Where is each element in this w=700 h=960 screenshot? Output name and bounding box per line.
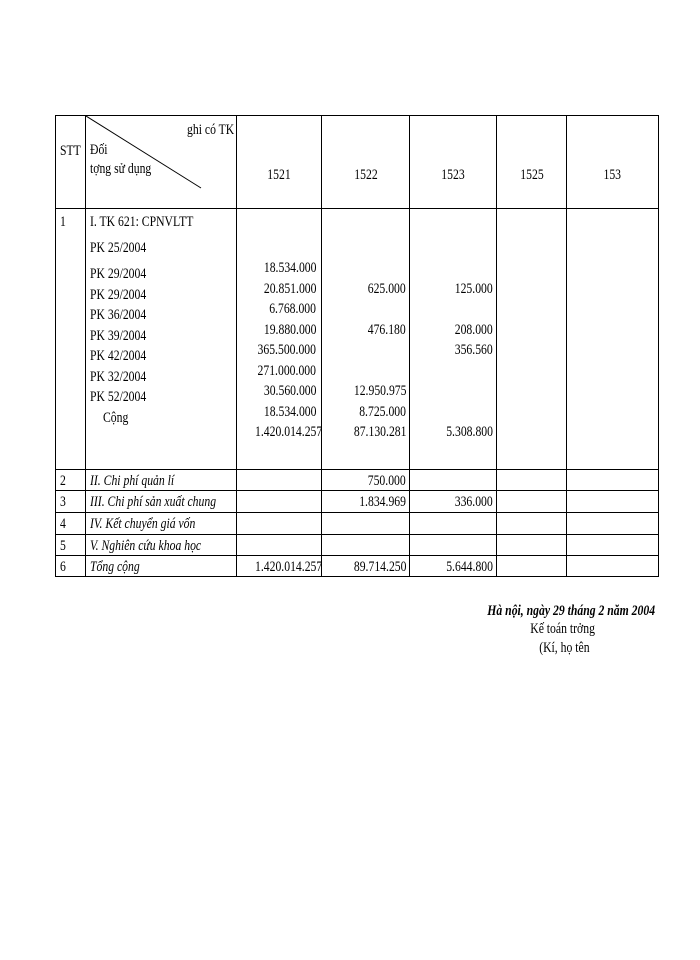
header-diag-bottom-1: Đối	[90, 142, 108, 158]
header-stt: STT	[60, 143, 81, 159]
header-account-153: 153	[603, 167, 622, 183]
cell-value	[409, 299, 493, 320]
cell-value	[321, 299, 406, 320]
cell-value: 8.725.000	[359, 403, 406, 420]
cell-value: 365.500.000	[257, 342, 316, 358]
col-divider	[496, 115, 497, 577]
voucher-item: PK 32/2004	[90, 368, 147, 385]
cell-value: 20.851.000	[263, 280, 316, 297]
col-1521-values	[236, 258, 323, 443]
voucher-item: PK 39/2004	[90, 327, 147, 344]
cell-value: 30.560.000	[263, 383, 316, 399]
cell-value: 6.768.000	[269, 301, 316, 317]
cell-value: 271.000.000	[257, 362, 316, 379]
signature-date: Hà nội, ngày 29 tháng 2 năm 2004	[487, 603, 656, 619]
col-1522-values	[321, 258, 406, 443]
voucher-item: PK 36/2004	[90, 307, 147, 323]
row-stt: 6	[60, 559, 66, 575]
section1-title: I. TK 621: CPNVLTT	[90, 214, 194, 230]
summary-table	[55, 115, 659, 577]
header-account-1522: 1522	[353, 167, 378, 183]
row-label: V. Nghiên cứu khoa học	[90, 538, 202, 554]
row-label-total: Tổng cộng	[90, 559, 140, 575]
section1-stt: 1	[60, 214, 66, 230]
row-label: II. Chi phí quản lí	[90, 473, 175, 489]
voucher-item: PK 42/2004	[90, 348, 147, 364]
header-divider	[55, 208, 659, 209]
signature-note: (Kí, họ tên	[539, 640, 590, 656]
cell-value: 18.534.000	[263, 403, 316, 420]
voucher-item: PK 29/2004	[90, 266, 147, 282]
cell-value	[409, 361, 493, 382]
cell-value: 476.180	[367, 321, 406, 338]
cell-value	[409, 258, 493, 279]
table-border-right	[658, 115, 659, 577]
cell-value: 18.534.000	[263, 260, 316, 276]
row-divider	[55, 534, 659, 535]
cell-value-total: 1.420.014.257	[254, 424, 323, 440]
row-divider	[55, 512, 659, 513]
voucher-item-total: Cộng	[103, 409, 129, 426]
cell-value-total: 87.130.281	[353, 424, 406, 440]
row-stt: 5	[60, 538, 66, 554]
row-divider	[55, 555, 659, 556]
section1-first-voucher: PK 25/2004	[90, 240, 147, 256]
row-value-1521	[236, 472, 316, 490]
row-stt: 4	[60, 516, 66, 532]
cell-value: 356.560	[454, 342, 493, 358]
row-divider	[55, 469, 659, 470]
signature-title: Kế toán trởng	[530, 621, 595, 637]
voucher-list	[90, 264, 162, 428]
row-value-1522: 1.834.969	[359, 494, 406, 510]
row-total-1523: 5.644.800	[446, 559, 493, 575]
voucher-item: PK 29/2004	[90, 286, 147, 303]
cell-value	[321, 340, 406, 361]
cell-value: 208.000	[454, 321, 493, 338]
header-diag-top: ghi có TK	[187, 122, 235, 138]
header-account-1523: 1523	[441, 167, 465, 183]
row-value-1521	[236, 493, 316, 511]
header-account-1521: 1521	[267, 167, 291, 183]
row-total-1522: 89.714.250	[353, 559, 406, 575]
cell-value: 625.000	[367, 280, 406, 297]
cell-value	[409, 381, 493, 402]
cell-value	[321, 361, 406, 382]
table-border-left	[55, 115, 56, 577]
row-value-1522: 750.000	[367, 473, 406, 489]
col-divider	[566, 115, 567, 577]
row-divider	[55, 490, 659, 491]
row-label: III. Chi phí sản xuất chung	[90, 494, 217, 510]
row-stt: 3	[60, 494, 66, 510]
cell-value-total: 5.308.800	[446, 424, 493, 440]
row-value-1523	[409, 472, 493, 490]
col-1523-values	[409, 258, 493, 443]
header-account-1525: 1525	[519, 167, 544, 183]
row-stt: 2	[60, 473, 66, 489]
row-label: IV. Kết chuyển giá vốn	[90, 516, 196, 532]
table-border-bottom	[55, 576, 659, 577]
header-diag-bottom-2: tợng sử dụng	[90, 161, 152, 177]
voucher-item: PK 52/2004	[90, 389, 147, 405]
cell-value	[409, 402, 493, 423]
row-value-1523: 336.000	[454, 494, 493, 510]
cell-value: 12.950.975	[353, 383, 406, 399]
cell-value: 19.880.000	[263, 321, 316, 338]
cell-value: 125.000	[454, 280, 493, 297]
cell-value	[321, 258, 406, 279]
row-total-1521: 1.420.014.257	[254, 559, 323, 575]
